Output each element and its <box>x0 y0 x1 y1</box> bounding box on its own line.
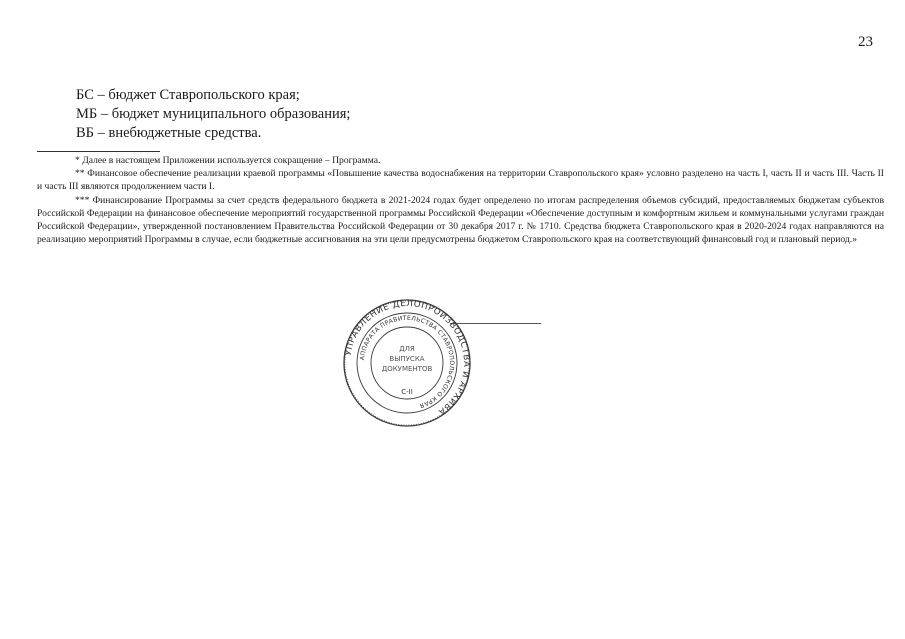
footnote-1: * Далее в настоящем Приложении используется сокращение – Программа. <box>75 155 381 166</box>
stamp-code: С-II <box>401 388 413 396</box>
stamp-center-line-1: ДЛЯ <box>399 345 415 353</box>
abbreviation-mb: МБ – бюджет муниципального образования; <box>76 106 351 122</box>
stamp-outer-text: УПРАВЛЕНИЕ ДЕЛОПРОИЗВОДСТВА И АРХИВА <box>343 298 472 417</box>
stamp-center-line-3: ДОКУМЕНТОВ <box>381 365 433 373</box>
stamp-inner-text: АППАРАТА ПРАВИТЕЛЬСТВА СТАВРОПОЛЬСКОГО КРАЯ <box>359 314 456 410</box>
footnote-separator <box>37 151 160 152</box>
abbreviation-vb: ВБ – внебюджетные средства. <box>76 125 262 141</box>
page-number: 23 <box>858 34 873 50</box>
footnote-2: ** Финансовое обеспечение реализации краевой программы «Повышение качества водоснабжения на территории Ставропольского края» условно разделено на часть I, часть II и часть III. Часть II и часть III являются продолжением части I. <box>37 168 884 193</box>
abbreviation-bs: БС – бюджет Ставропольского края; <box>76 87 300 103</box>
stamp-center-line-2: ВЫПУСКА <box>389 355 425 363</box>
footnotes <box>37 154 884 246</box>
stamp-middle-ring <box>357 313 457 413</box>
official-stamp <box>342 298 472 428</box>
footnote-3: *** Финансирование Программы за счет средств федерального бюджета в 2021-2024 годах будет определено по итогам распределения объемов субсидий, предоставляемых бюджетам субъектов Российской Федерации на финансовое обеспечение мероприятий государственной программы Российской Федерации «Обеспечение доступным и комфортным жильем и коммунальными услугами граждан Российской Федерации», утвержденной постановлением Правительства Российской Федерации от 30 декабря 2017 г. № 1710. Средства бюджета Ставропольского края в 2020-2024 годах направляются на реализацию мероприятий Программы в случае, если бюджетные ассигнования на эти цели предусмотрены бюджетом Ставропольского края на соответствующий финансовый год и плановый период.» <box>37 194 884 246</box>
